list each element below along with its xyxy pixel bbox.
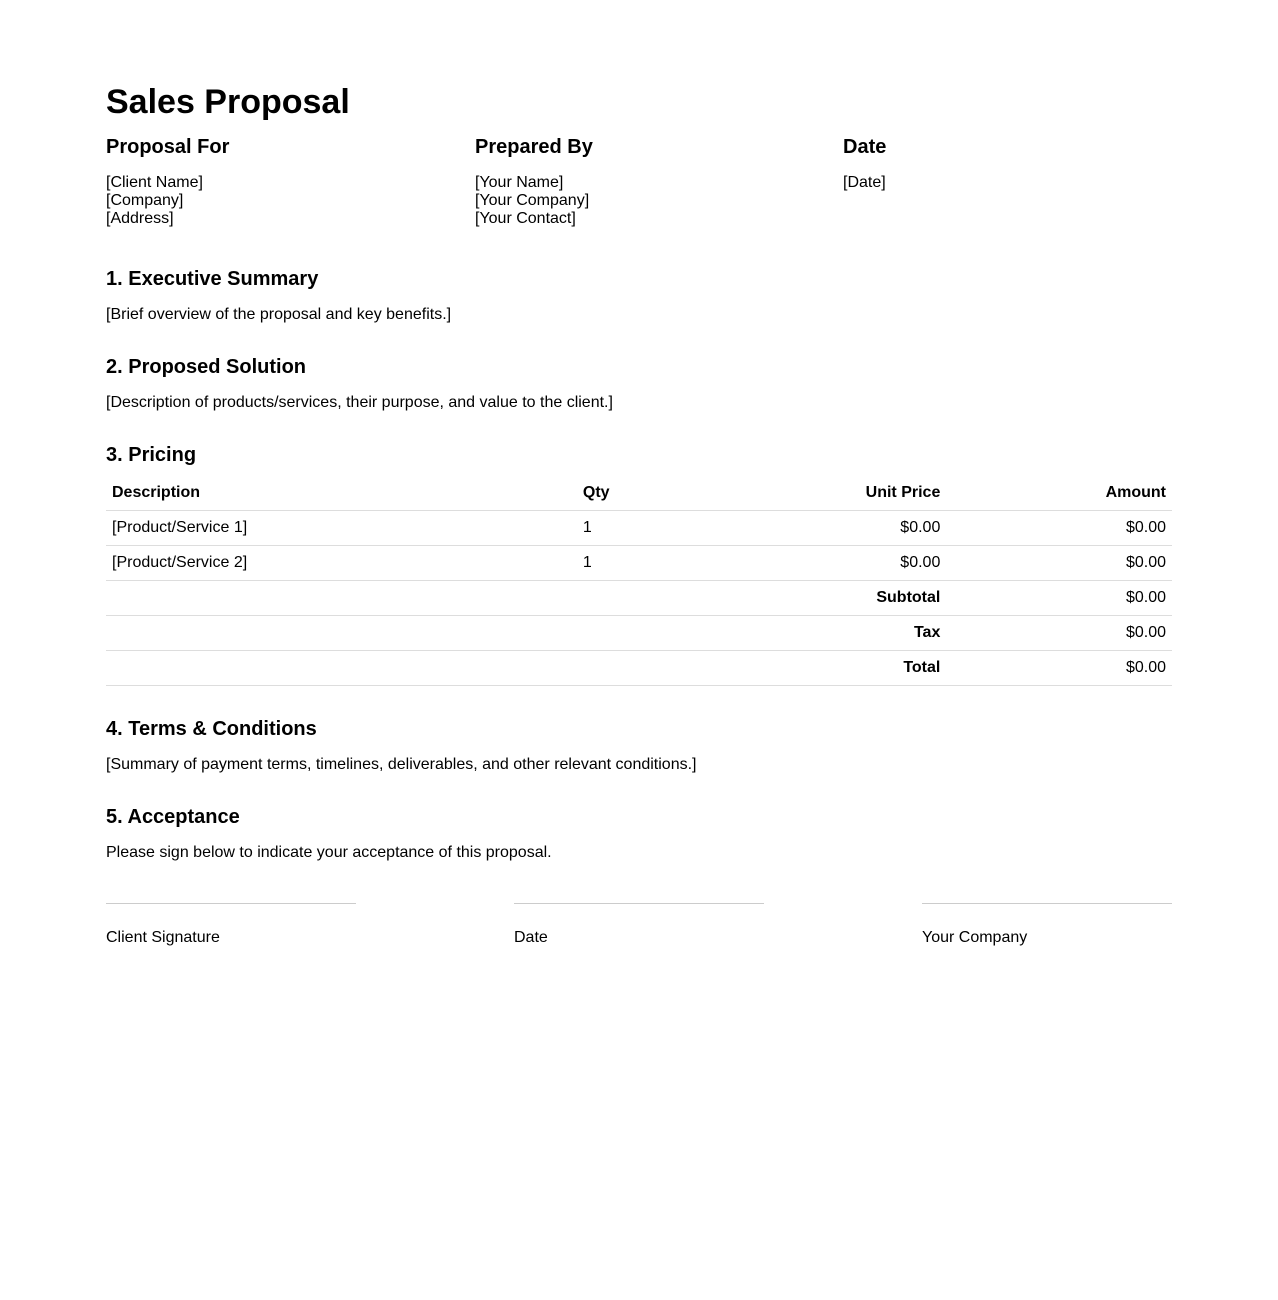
proposal-for-heading: Proposal For [106,136,230,158]
signature-date-label: Date [514,929,548,946]
table-row [106,511,1172,546]
client-name-line: [Client Name] [106,174,203,191]
tax-amount: $0.00 [946,616,1172,651]
total-label: Total [699,651,946,686]
tax-row [106,616,1172,651]
document-title: Sales Proposal [106,83,350,121]
tax-label: Tax [699,616,946,651]
your-company-line: [Your Company] [475,192,590,209]
executive-summary-text: [Brief overview of the proposal and key benefits.] [106,306,452,323]
terms-heading: 4. Terms & Conditions [106,718,317,740]
proposed-solution-text: [Description of products/services, their purpose, and value to the client.] [106,394,613,411]
client-signature-label: Client Signature [106,929,220,946]
client-signature-line[interactable] [106,903,356,946]
pricing-header-row [106,476,1172,511]
table-row [106,546,1172,581]
row-qty: 1 [577,511,699,546]
prepared-by-details [475,174,589,228]
row-amount: $0.00 [946,546,1172,581]
prepared-by-block [475,134,815,227]
date-block [843,134,1183,191]
acceptance-heading: 5. Acceptance [106,806,240,828]
subtotal-label: Subtotal [699,581,946,616]
subtotal-amount: $0.00 [946,581,1172,616]
your-name-line: [Your Name] [475,174,564,191]
pricing-table [106,476,1172,686]
executive-summary-heading: 1. Executive Summary [106,268,319,290]
pricing-heading: 3. Pricing [106,444,197,466]
row-amount: $0.00 [946,511,1172,546]
company-signature-line[interactable] [922,903,1172,946]
column-header-qty: Qty [577,476,699,511]
column-header-unit-price: Unit Price [699,476,946,511]
row-description: [Product/Service 2] [106,546,577,581]
client-address-line: [Address] [106,210,174,227]
your-contact-line: [Your Contact] [475,210,576,227]
row-qty: 1 [577,546,699,581]
row-unit-price: $0.00 [699,511,946,546]
row-unit-price: $0.00 [699,546,946,581]
proposed-solution-heading: 2. Proposed Solution [106,356,307,378]
client-company-line: [Company] [106,192,184,209]
date-line: [Date] [843,174,886,191]
row-description: [Product/Service 1] [106,511,577,546]
total-row [106,651,1172,686]
column-header-description: Description [106,476,577,511]
signature-date-line[interactable] [514,903,764,946]
column-header-amount: Amount [946,476,1172,511]
subtotal-row [106,581,1172,616]
proposal-for-block [106,134,446,227]
terms-text: [Summary of payment terms, timelines, deliverables, and other relevant conditions.] [106,756,697,773]
prepared-by-heading: Prepared By [475,136,593,158]
company-signature-label: Your Company [922,929,1028,946]
acceptance-text: Please sign below to indicate your acceptance of this proposal. [106,844,552,861]
date-details [843,174,886,192]
total-amount: $0.00 [946,651,1172,686]
proposal-for-details [106,174,203,228]
date-heading: Date [843,136,887,158]
